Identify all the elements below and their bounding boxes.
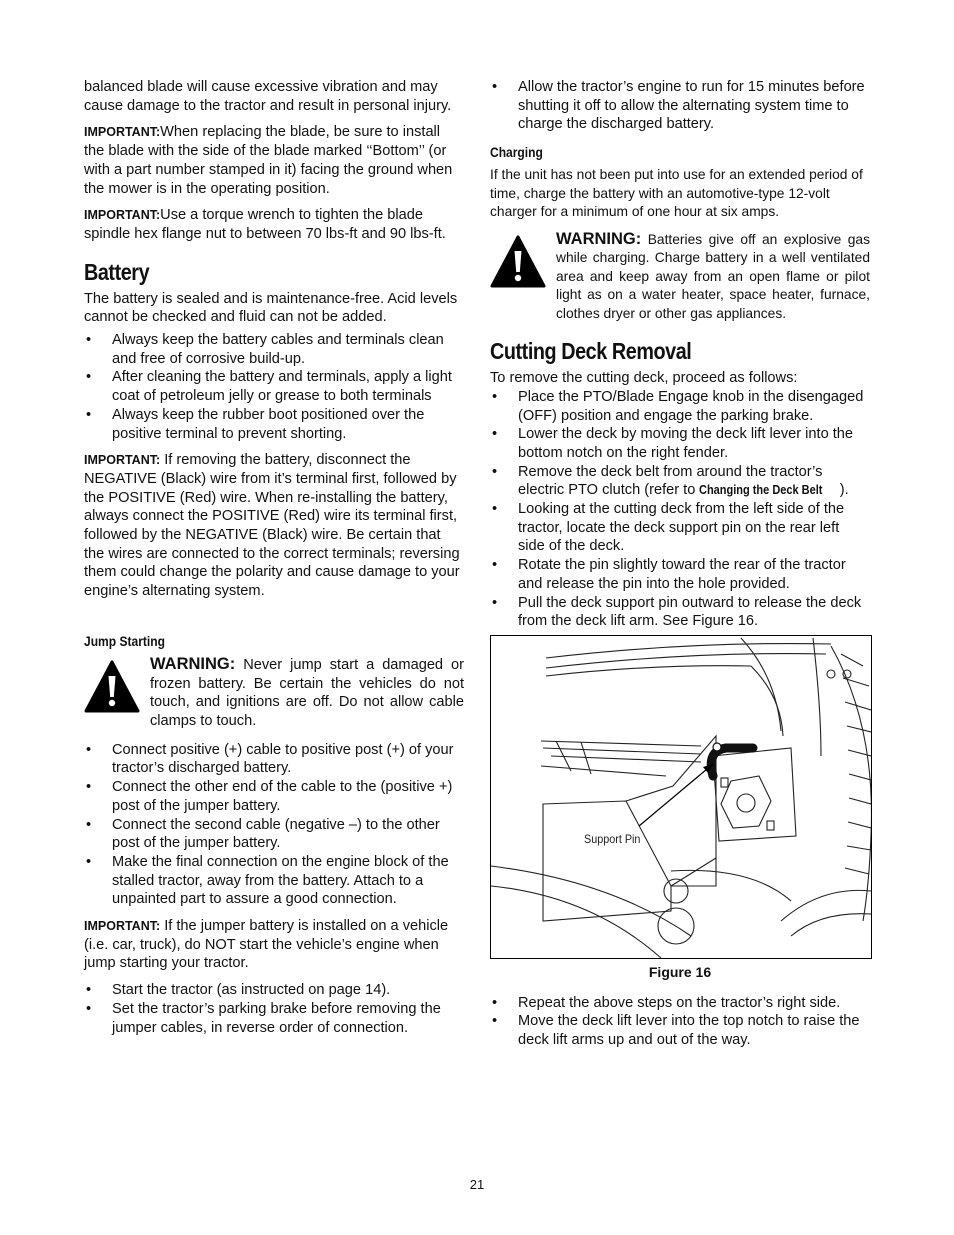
list-item: • Always keep the rubber boot positioned over the positive terminal to prevent shorting. — [84, 406, 464, 443]
list-item: • Pull the deck support pin outward to release the deck from the deck lift arm. See Figure 16. — [490, 594, 870, 631]
warning-label: WARNING: — [556, 229, 642, 248]
list-item: • Allow the tractor’s engine to run for 15 minutes before shutting it off to allow the alternating system time to charge the discharged battery. — [490, 78, 870, 134]
jump-list — [84, 741, 464, 909]
warning-icon — [84, 659, 140, 715]
important-note-blade — [84, 123, 464, 198]
battery-list — [84, 331, 464, 443]
battery-heading: Battery — [84, 258, 150, 285]
jump-warning — [84, 655, 464, 731]
deck-intro: To remove the cutting deck, proceed as follows: — [490, 370, 798, 387]
important-label: IMPORTANT: — [84, 125, 161, 140]
list-item-text: Remove the deck belt from around the tractor’s electric PTO clutch (refer to — [518, 463, 823, 499]
page-number: 21 — [469, 1177, 485, 1192]
warning-label: WARNING: — [150, 654, 236, 673]
warning-icon — [490, 234, 546, 290]
list-item: • Start the tractor (as instructed on page 14). — [84, 981, 464, 1000]
important-note-battery — [84, 451, 464, 601]
list-item: • Looking at the cutting deck from the left side of the tractor, locate the deck support pin on the rear left side of the deck. — [490, 500, 870, 556]
battery-intro: The battery is sealed and is maintenance-free. Acid levels cannot be checked and fluid can not be added. — [84, 290, 458, 326]
cross-reference: Changing the Deck Belt — [699, 483, 823, 498]
list-item: • Rotate the pin slightly toward the rear of the tractor and release the pin into the hole provided. — [490, 556, 870, 593]
list-item: • Place the PTO/Blade Engage knob in the disengaged (OFF) position and engage the parking brake. — [490, 388, 870, 425]
important-label: IMPORTANT: — [84, 208, 161, 223]
list-item: • Connect the other end of the cable to the (positive +) post of the jumper battery. — [84, 778, 464, 815]
intro-paragraph: balanced blade will cause excessive vibration and may cause damage to the tractor and result in personal injury. — [84, 79, 452, 114]
end-list — [490, 994, 870, 1050]
list-item: • After cleaning the battery and terminals, apply a light coat of petroleum jelly or grease to both terminals — [84, 368, 464, 405]
list-item: • Repeat the above steps on the tractor’s right side. — [490, 994, 870, 1013]
figure-caption: Figure 16 — [648, 963, 712, 980]
list-item: • Always keep the battery cables and terminals clean and free of corrosive build-up. — [84, 331, 464, 368]
right-column — [490, 78, 870, 1058]
important-label: IMPORTANT: — [84, 453, 161, 468]
important-text: If removing the battery, disconnect the NEGATIVE (Black) wire from it’s terminal first, followed by the POSITIVE (Red) wire. When re-installing the battery, always connect the POSITIVE (Red) wire its terminal first, followed by the NEGATIVE (Black) wire. Be certain that the wires are connected to the correct terminals; reversing them could change the polarity and cause damage to your engine’s alternating system. — [84, 452, 460, 600]
important-label: IMPORTANT: — [84, 919, 161, 934]
list-item-text: ). — [839, 482, 849, 499]
charging-heading: Charging — [490, 144, 543, 161]
charging-warning — [490, 230, 870, 324]
left-column — [84, 78, 464, 1045]
final-list — [84, 981, 464, 1037]
important-note-torque — [84, 206, 464, 243]
important-text: If the jumper battery is installed on a vehicle (i.e. car, truck), do NOT start the vehicle’s engine when jump starting your tractor. — [84, 918, 449, 972]
deck-list — [490, 388, 870, 631]
support-pin-label: Support Pin — [584, 831, 641, 846]
list-item: • Move the deck lift lever into the top notch to raise the deck lift arms up and out of the way. — [490, 1012, 870, 1049]
list-item: • Set the tractor’s parking brake before removing the jumper cables, in reverse order of connection. — [84, 1000, 464, 1037]
cutting-deck-heading: Cutting Deck Removal — [490, 338, 692, 365]
list-item — [490, 463, 870, 500]
figure-16-illustration — [490, 635, 872, 959]
important-text: When replacing the blade, be sure to install the blade with the side of the blade marked ‘‘Bottom’’ (or with a part number stamped in it) facing the ground when the mower is in the operating position. — [84, 124, 453, 197]
warning-text: Batteries give off an explosive gas while charging. Charge battery in a well ventilated area and keep away from an open flame or pilot light as on a water heater, space heater, furnace, clothes dryer or other gas appliances. — [556, 231, 870, 321]
warning-text: Never jump start a damaged or frozen battery. Be certain the vehicles do not touch, and ignitions are off. Do not allow cable clamps to touch. — [150, 656, 464, 729]
top-list — [490, 78, 870, 134]
charging-text: If the unit has not been put into use for an extended period of time, charge the battery with an automotive-type 12-volt charger for a minimum of one hour at six amps. — [490, 167, 863, 220]
deck-support-pin-drawing — [491, 636, 871, 958]
list-item: • Connect positive (+) cable to positive post (+) of your tractor’s discharged battery. — [84, 741, 464, 778]
list-item: • Make the final connection on the engine block of the stalled tractor, away from the battery. Attach to a unpainted part to assure a good connection. — [84, 853, 464, 909]
list-item: • Lower the deck by moving the deck lift lever into the bottom notch on the right fender. — [490, 425, 870, 462]
list-item: • Connect the second cable (negative –) to the other post of the jumper battery. — [84, 816, 464, 853]
important-text: Use a torque wrench to tighten the blade spindle hex flange nut to between 70 lbs-ft and 90 lbs-ft. — [84, 207, 446, 242]
jump-starting-heading: Jump Starting — [84, 632, 165, 649]
important-note-jumper — [84, 917, 464, 973]
